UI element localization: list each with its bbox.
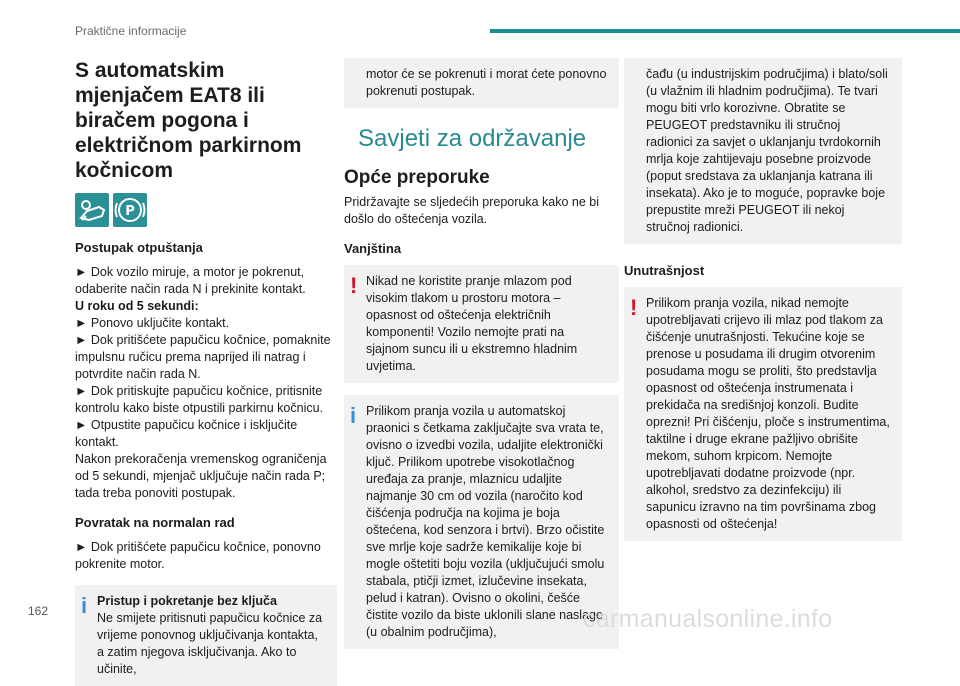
continued-info-box <box>624 58 902 244</box>
exterior-heading: Vanjština <box>344 241 402 256</box>
svg-text:P: P <box>125 204 135 219</box>
warning-box-interior <box>624 287 902 541</box>
running-header: Praktične informacije <box>75 24 187 38</box>
warning-text: Prilikom pranja vozila, nikad nemojte upotrebljavati crijevo ili mlaz pod tlakom za čišćenje unutrašnjosti. Tekućine koje se prenose u posudama ili drugim otvorenim posudama mogu se proliti, što predstavlja opasnost od oštećenja instrumenata i prekidača na središnjoj konzoli. Budite oprezni! Pri čišćenju, ploče s instrumentima, taktilne i druge ekrane pažljivo obrišite mekom, suhom krpicom. Nemojte upotrebljavati dodatne proizvode (npr. alkohol, sredstvo za dezinfekciju) ili sapunicu izravno na tim površinama zbog opasnosti od oštećenja! <box>646 296 890 531</box>
watermark: carmanualsonline.info <box>583 605 833 633</box>
column-2 <box>344 58 619 649</box>
step-timing: U roku od 5 sekundi: <box>75 299 199 313</box>
info-icon: i <box>350 403 357 428</box>
info-box-washing <box>344 395 619 649</box>
step-5: ► Otpustite papučicu kočnice i isključite kontakt. <box>75 418 298 449</box>
warning-box-exterior <box>344 265 619 383</box>
car-brake-icon <box>75 193 109 227</box>
interior-heading: Unutrašnjost <box>624 263 705 278</box>
header-accent-bar <box>490 29 960 33</box>
continued-text: čađu (u industrijskim područjima) i blato/soli (u vlažnim ili hladnim područjima). Te tvari mogu biti vrlo korozivne. Obratite se PEUGEOT predstavniku ili stručnoj radionici za savjet o uklanjanju tvrdokornih mrlja koje zahtijevaju posebne proizvode (poput sredstava za uklanjanja katrana ili insekata). Ako je to moguće, popravke boje prepustite mreži PEUGEOT ili nekoj stručnoj radionici. <box>646 67 888 234</box>
step-1: ► Dok vozilo miruje, a motor je pokrenut, odaberite način rada N i prekinite kontakt. <box>75 265 306 296</box>
info-box-keyless <box>75 585 337 686</box>
general-recommendations-heading: Opće preporuke <box>344 167 490 188</box>
info-text: Prilikom pranja vozila u automatskoj praonici s četkama zaključajte sva vrata te, ovisno o izvedbi vozila, udaljite elektronički ključ. Prilikom upotrebe visokotlačnog uređaja za pranje, mlaznicu udaljite najmanje 30 cm od vozila (naročito kod čišćenja područja na kojima je boja oštećena, kod senzora i brtvi). Brzo očistite sve mrlje koje sadrže kemikalije koje bi mogle oštetiti boju vozila (uključujući smolu stabala, ptičji izmet, izlučevine insekata, pelud i katran). Ovisno o okolini, češće čistite vozilo da biste uklonili slane naslage (u obalnim područjima), <box>366 404 605 639</box>
chapter-title: Savjeti za održavanje <box>358 125 587 152</box>
continued-text: motor će se pokrenuti i morat ćete ponovno pokrenuti postupak. <box>366 67 607 98</box>
return-step: ► Dok pritišćete papučicu kočnice, ponovno pokrenite motor. <box>75 540 321 571</box>
info-title: Pristup i pokretanje bez ključa <box>97 594 277 608</box>
info-text: Ne smijete pritisnuti papučicu kočnice za vrijeme ponovnog uključivanja kontakta, a zatim njegova isključivanja. Ako to učinite, <box>97 611 323 676</box>
step-2: ► Ponovo uključite kontakt. <box>75 316 230 330</box>
column-3 <box>624 58 902 541</box>
info-icon: i <box>81 593 88 618</box>
subheading-return-normal: Povratak na normalan rad <box>75 515 235 530</box>
step-4: ► Dok pritiskujte papučicu kočnice, pritisnite kontrolu kako biste otpustili parkirnu kočnicu. <box>75 384 324 415</box>
section-title: S automatskim mjenjačem EAT8 ili biračem pogona i električnom parkirnom kočnicom <box>75 59 302 182</box>
warning-icon: ! <box>350 273 358 298</box>
timeout-note: Nakon prekoračenja vremenskog ograničenja od 5 sekundi, mjenjač uključuje način rada P; tada treba ponoviti postupak. <box>75 452 327 500</box>
continued-box <box>344 58 619 108</box>
page-number: 162 <box>28 604 49 618</box>
column-1 <box>75 58 337 686</box>
step-3: ► Dok pritišćete papučicu kočnice, pomaknite impulsnu ručicu prema naprijed ili natrag i potvrdite način rada N. <box>75 333 331 381</box>
warning-icon: ! <box>630 295 638 320</box>
parking-brake-icon <box>113 193 147 227</box>
warning-text: Nikad ne koristite pranje mlazom pod visokim tlakom u prostoru motora – opasnost od oštećenja električnih komponenti! Vozilo nemojte prati na sjajnom suncu ili u ekstremno hladnim uvjetima. <box>366 274 578 373</box>
icon-row <box>75 193 337 227</box>
intro-text: Pridržavajte se sljedećih preporuka kako ne bi došlo do oštećenja vozila. <box>344 195 599 226</box>
subheading-release-procedure: Postupak otpuštanja <box>75 240 203 255</box>
